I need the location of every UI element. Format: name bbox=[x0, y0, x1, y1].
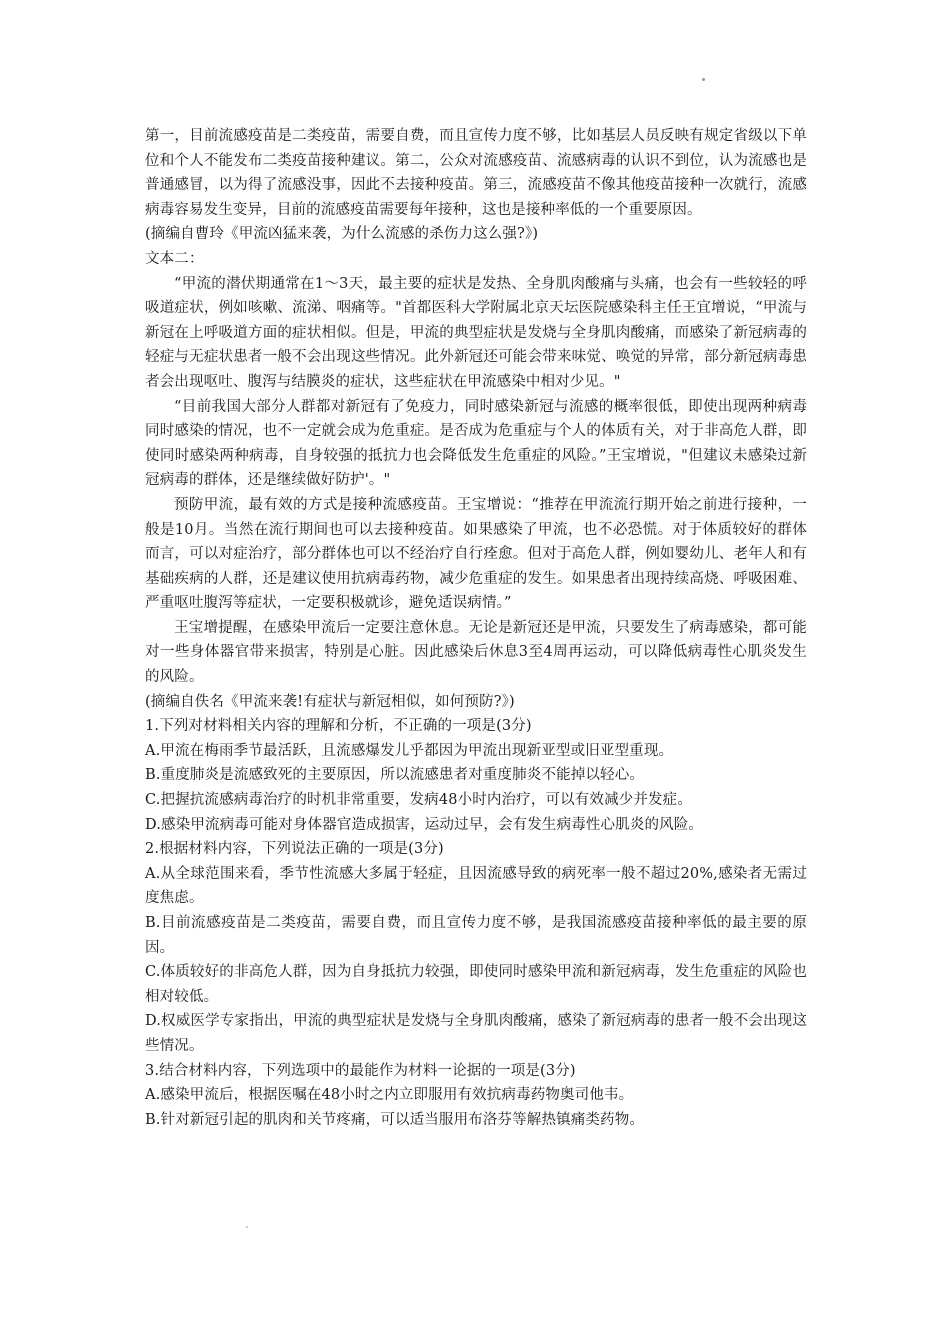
question-2-option-c: C.体质较好的非高危人群，因为自身抵抗力较强，即使同时感染甲流和新冠病毒，发生危重症的风险也相对较低。 bbox=[145, 964, 807, 1005]
question-2-option-b: B.目前流感疫苗是二类疫苗，需要自费，而且宣传力度不够，是我国流感疫苗接种率低的最主要的原因。 bbox=[145, 915, 807, 956]
scan-dot bbox=[702, 78, 705, 81]
text2-paragraph-3: 预防甲流，最有效的方式是接种流感疫苗。王宝增说：“推荐在甲流流行期开始之前进行接种，一般是10月。当然在流行期间也可以去接种疫苗。如果感染了甲流，也不必恐慌。对于体质较好的群体而言，可以对症治疗，部分群体也可以不经治疗自行痊愈。但对于高危人群，例如婴幼儿、老年人和有基础疾病的人群，还是建议使用抗病毒药物，减少危重症的发生。如果患者出现持续高烧、呼吸困难、严重呕吐腹泻等症状，一定要积极就诊，避免适误病情。” bbox=[145, 496, 807, 612]
scan-dot bbox=[246, 1226, 248, 1228]
question-1-option-d: D.感染甲流病毒可能对身体器官造成损害，运动过早，会有发生病毒性心肌炎的风险。 bbox=[145, 816, 704, 833]
text1-source: (摘编自曹玲《甲流凶猛来袭，为什么流感的杀伤力这么强?》) bbox=[145, 226, 539, 243]
question-1-option-c: C.把握抗流感病毒治疗的时机非常重要，发病48小时内治疗，可以有效减少并发症。 bbox=[145, 792, 692, 809]
question-3-stem: 3.结合材料内容，下列选项中的最能作为材料一论据的一项是(3分) bbox=[145, 1062, 576, 1079]
question-2-option-d: D.权威医学专家指出，甲流的典型症状是发烧与全身肌肉酸痛，感染了新冠病毒的患者一般不会出现这些情况。 bbox=[145, 1013, 807, 1054]
document-body bbox=[145, 124, 807, 1132]
question-2-option-a: A.从全球范围来看，季节性流感大多属于轻症，且因流感导致的病死率一般不超过20%,感染者无需过度焦虑。 bbox=[145, 865, 807, 907]
question-1-stem: 1.下列对材料相关内容的理解和分析，不正确的一项是(3分) bbox=[145, 718, 532, 735]
text2-source: (摘编自佚名《甲流来袭!有症状与新冠相似，如何预防?》) bbox=[145, 693, 515, 710]
question-1-option-a: A.甲流在梅雨季节最活跃，且流感爆发儿乎都因为甲流出现新亚型或旧亚型重现。 bbox=[145, 742, 674, 759]
text1-paragraph: 第一，目前流感疫苗是二类疫苗，需要自费，而且宣传力度不够，比如基层人员反映有规定省级以下单位和个人不能发布二类疫苗接种建议。第二，公众对流感疫苗、流感病毒的认识不到位，认为流感也是普通感冒，以为得了流感没事，因此不去接种疫苗。第三，流感疫苗不像其他疫苗接种一次就行，流感病毒容易发生变异，目前的流感疫苗需要每年接种，这也是接种率低的一个重要原因。 bbox=[145, 128, 807, 218]
question-2-stem: 2.根据材料内容，下列说法正确的一项是(3分) bbox=[145, 841, 444, 858]
text2-paragraph-4: 王宝增提醒，在感染甲流后一定要注意休息。无论是新冠还是甲流，只要发生了病毒感染，都可能对一些身体器官带来损害，特别是心脏。因此感染后休息3至4周再运动，可以降低病毒性心肌炎发生的风险。 bbox=[145, 619, 807, 686]
text2-heading: 文本二： bbox=[145, 250, 204, 267]
text2-paragraph-1: “甲流的潜伏期通常在1～3天，最主要的症状是发热、全身肌肉酸痛与头痛，也会有一些较轻的呼吸道症状，例如咳嗽、流涕、咽痛等。"首都医科大学附属北京天坛医院感染科主任王宜增说，“甲流与新冠在上呼吸道方面的症状相似。但是，甲流的典型症状是发烧与全身肌肉酸痛，而感染了新冠病毒的轻症与无症状患者一般不会出现这些情况。此外新冠还可能会带来味觉、唤觉的异常，部分新冠病毒患者会出现呕吐、腹泻与结膜炎的症状，这些症状在甲流感染中相对少见。" bbox=[145, 275, 807, 390]
text2-paragraph-2: “目前我国大部分人群都对新冠有了免疫力，同时感染新冠与流感的概率很低，即使出现两种病毒同时感染的情况，也不一定就会成为危重症。是否成为危重症与个人的体质有关，对于非高危人群，即使同时感染两种病毒，自身较强的抵抗力也会降低发生危重症的风险。”王宝增说，"但建议未感染过新冠病毒的群体，还是继续做好防护'。" bbox=[145, 398, 807, 489]
question-3-option-b: B.针对新冠引起的肌肉和关节疼痛，可以适当服用布洛芬等解热镇痛类药物。 bbox=[145, 1111, 645, 1128]
question-3-option-a: A.感染甲流后，根据医嘱在48小时之内立即服用有效抗病毒药物奥司他韦。 bbox=[145, 1087, 634, 1104]
question-1-option-b: B.重度肺炎是流感致死的主要原因，所以流感患者对重度肺炎不能掉以轻心。 bbox=[145, 767, 645, 784]
